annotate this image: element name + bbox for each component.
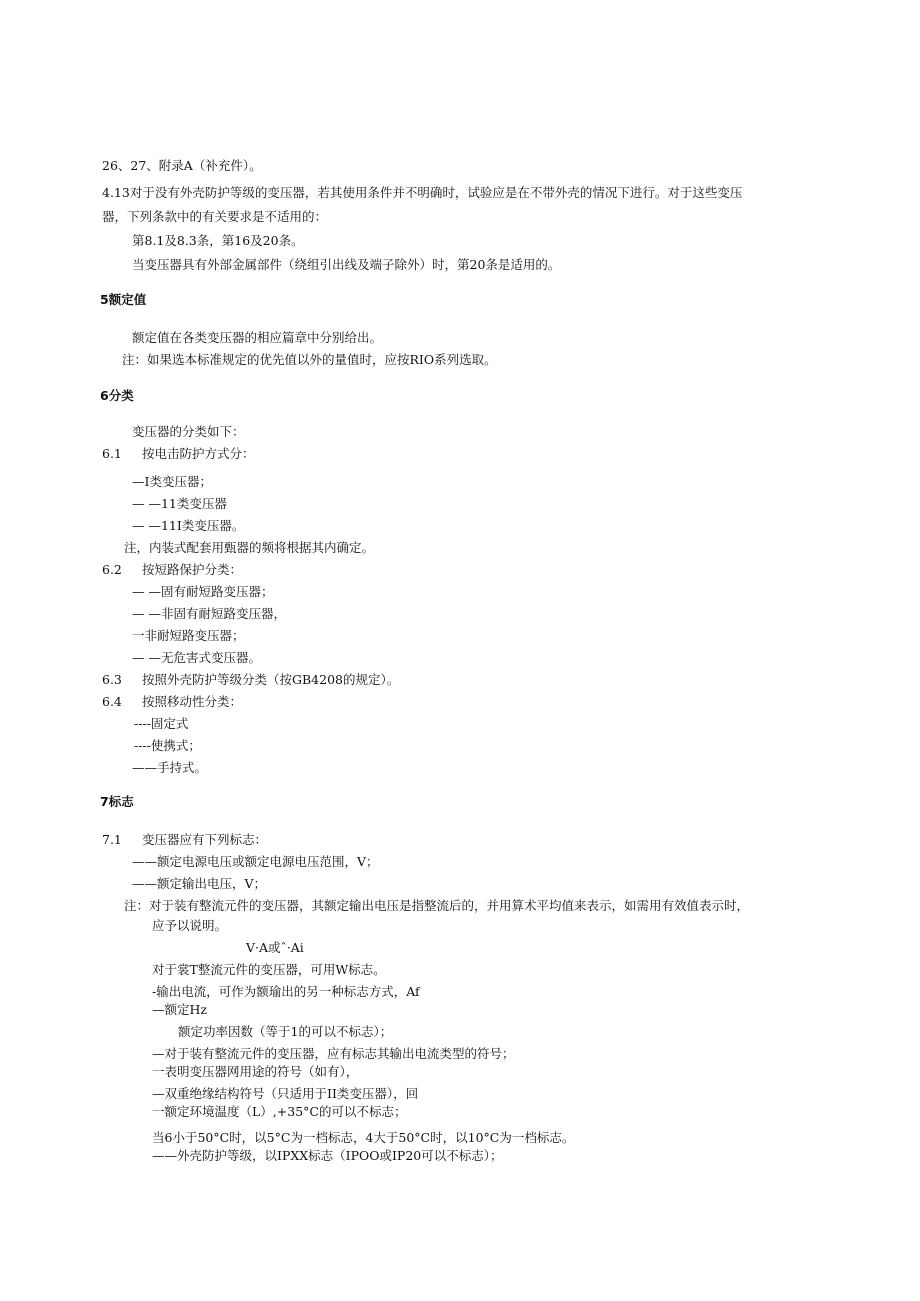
clause-text: 按照外壳防护等级分类（按GB4208的规定）。 xyxy=(142,672,400,687)
list-item: —I类变压器； xyxy=(132,474,212,489)
clause-line xyxy=(102,562,242,578)
text-line: 对于裳T整流元件的变压器，可用W标志。 xyxy=(152,962,386,977)
list-item: —对于装有整流元件的变压器，应有标志其输出电流类型的符号； xyxy=(152,1046,515,1061)
text-line: 变压器的分类如下： xyxy=(132,424,245,439)
note-line: 注，内装式配套用甄器的频将根据其内确定。 xyxy=(124,540,375,555)
clause-number: 6.4 xyxy=(102,694,122,709)
text-line: 第8.1及8.3条，第16及20条。 xyxy=(132,233,304,248)
list-item: ——额定电源电压或额定电源电压范围，V； xyxy=(132,854,379,869)
list-item: — —无危害式变压器。 xyxy=(132,650,261,665)
clause-text: 按短路保护分类： xyxy=(142,562,243,577)
list-item: 额定功率因数（等于1的可以不标志）； xyxy=(178,1024,393,1039)
list-item: 一表明变压器网用途的符号（如有）， xyxy=(152,1064,359,1079)
clause-number: 6.3 xyxy=(102,672,122,687)
clause-line xyxy=(102,694,242,710)
text-line: 额定值在各类变压器的相应篇章中分别给出。 xyxy=(132,330,383,345)
list-item: ----固定式 xyxy=(134,716,189,731)
clause-line xyxy=(102,832,267,848)
note-line: 注：对于装有整流元件的变压器，其额定输出电压是指整流后的，并用算术平均值来表示，如需用有效值表示时， xyxy=(124,898,750,913)
list-item: ——额定输出电压，V； xyxy=(132,876,267,891)
text-line: 当变压器具有外部金属部件（绕组引出线及端子除外）时，第20条是适用的。 xyxy=(132,257,561,272)
clause-number: 7.1 xyxy=(102,832,122,847)
clause-line xyxy=(102,672,399,688)
list-item: — —非固有耐短路变压器， xyxy=(132,606,286,621)
list-item: — —固有耐短路变压器； xyxy=(132,584,274,599)
list-item: —双重绝缘结构符号（只适用于II类变压器），回 xyxy=(152,1086,419,1101)
note-line: 应予以说明。 xyxy=(152,918,228,933)
clause-number: 6.2 xyxy=(102,562,122,577)
section-heading: 7标志 xyxy=(100,794,134,809)
list-item: -输出电流，可作为额瑜出的另一种标志方式，Af xyxy=(152,984,420,999)
clause-text: 变压器应有下列标志： xyxy=(142,832,268,847)
clause-text: 按照移动性分类： xyxy=(142,694,243,709)
list-item: —额定Hz xyxy=(152,1002,207,1017)
clause-number: 6.1 xyxy=(102,446,122,461)
text-line: 器，下列条款中的有关要求是不适用的： xyxy=(102,209,328,224)
list-item: ——外壳防护等级，以IPXX标志（IPOO或IP20可以不标志）； xyxy=(152,1148,503,1163)
clause-text: 按电击防护方式分： xyxy=(142,446,255,461)
list-item: 一非耐短路变压器； xyxy=(132,628,245,643)
clause-line xyxy=(102,446,255,462)
section-heading: 6分类 xyxy=(100,388,134,403)
text-line: 4.13对于没有外壳防护等级的变压器，若其使用条件并不明确时，试验应是在不带外壳的情况下进行。对于这些变压 xyxy=(102,185,743,200)
list-item: 一额定环境温度（L）,+35°C的可以不标志； xyxy=(152,1104,407,1119)
text-line: 26、27、附录A（补充件）。 xyxy=(102,158,262,173)
list-item: ----使携式； xyxy=(134,738,201,753)
formula-line: V·A或ˆ·Ai xyxy=(246,940,304,955)
note-line: 注：如果选本标准规定的优先值以外的量值时，应按RIO系列选取。 xyxy=(122,352,497,367)
section-heading: 5额定值 xyxy=(100,292,147,307)
list-item: — —11I类变压器。 xyxy=(132,518,245,533)
list-item: — —11类变压器 xyxy=(132,496,227,511)
list-item: ——手持式。 xyxy=(132,760,208,775)
text-line: 当6小于50°C时，以5°C为一档标志，4大于50°C时，以10°C为一档标志。 xyxy=(152,1130,575,1145)
